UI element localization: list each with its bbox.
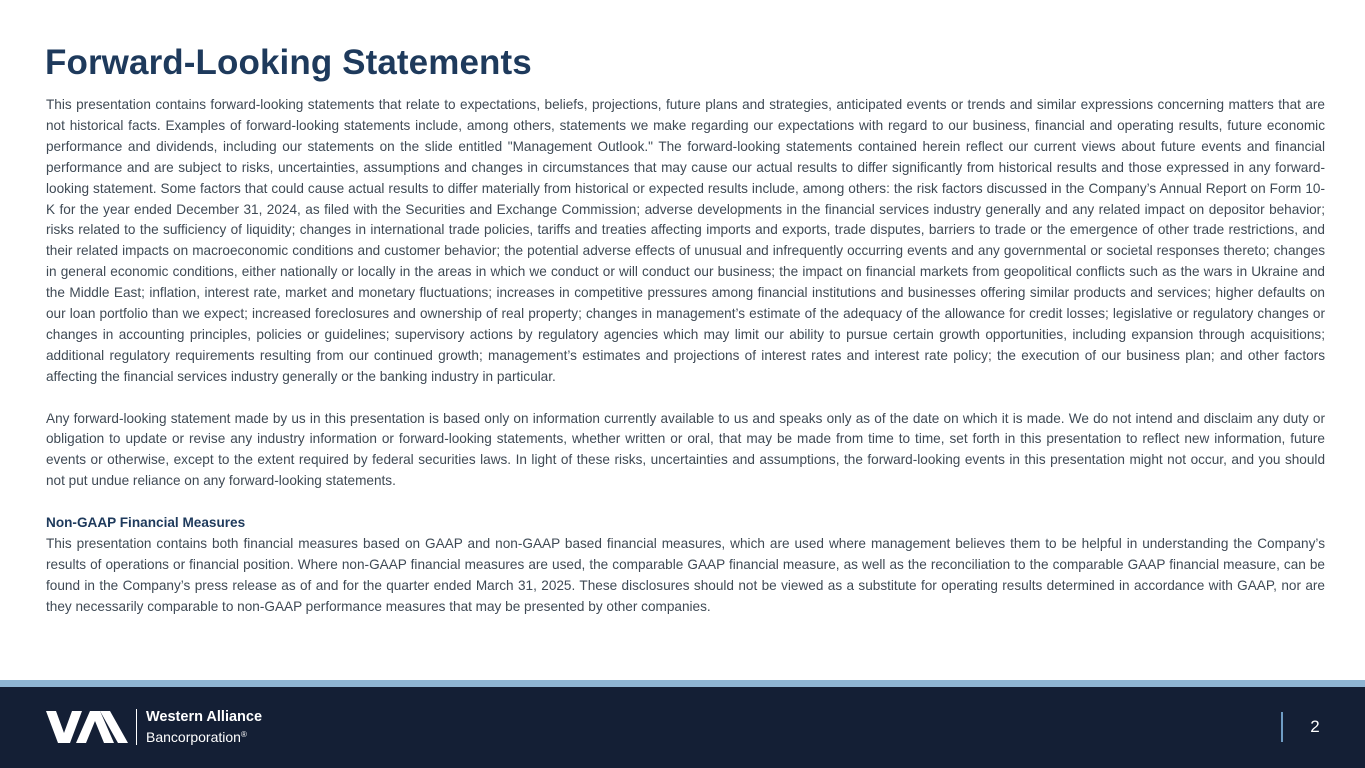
- western-alliance-logo-icon: [46, 711, 128, 743]
- registered-mark: ®: [240, 730, 247, 739]
- non-gaap-paragraph: This presentation contains both financial measures based on GAAP and non-GAAP based financial measures, which are used where management believes them to be helpful in understanding the Company’s results of operations or financial position. Where non-GAAP financial measures are used, the comparable GAAP financial measure, as well as the reconciliation to the comparable GAAP financial measure, can be found in the Company’s press release as of and for the quarter ended March 31, 2025. These disclosures should not be viewed as a substitute for operating results determined in accordance with GAAP, nor are they necessarily comparable to non-GAAP performance measures that may be presented by other companies.: [46, 536, 1325, 614]
- reliance-paragraph: Any forward-looking statement made by us in this presentation is based only on information currently available to us and speaks only as of the date on which it is made. We do not intend and disclaim any duty or obligation to update or revise any industry information or forward-looking statements, whether written or oral, that may be made from time to time, set forth in this presentation to reflect new information, future events or otherwise, except to the extent required by federal securities laws. In light of these risks, uncertainties and assumptions, the forward-looking events in this presentation might not occur, and you should not put undue reliance on any forward-looking statements.: [46, 410, 1325, 489]
- brand-name: Western Alliance: [146, 709, 263, 725]
- slide-title: Forward-Looking Statements: [45, 43, 532, 82]
- brand-subtitle: [146, 726, 247, 746]
- forward-looking-paragraph: This presentation contains forward-looking statements that relate to expectations, beliefs, projections, future plans and strategies, anticipated events or trends and similar expressions concerning matters that are not historical facts. Examples of forward-looking statements include, among others, statements we make regarding our expectations with regard to our business, financial and operating results, future economic performance and dividends, including our statements on the slide entitled "Management Outlook." The forward-looking statements contained herein reflect our current views about future events and financial performance and are subject to risks, uncertainties, assumptions and changes in circumstances that may cause our actual results to differ significantly from historical results and those expressed in any forward-looking statement. Some factors that could cause actual results to differ materially from historical or expected results include, among others: the risk factors discussed in the Company’s Annual Report on Form 10-K for the year ended December 31, 2024, as filed with the Securities and Exchange Commission; adverse developments in the financial services industry generally and any related impact on depositor behavior; risks related to the sufficiency of liquidity; changes in international trade policies, tariffs and treaties affecting imports and exports, trade disputes, barriers to trade or the emergence of other trade restrictions, and their related impacts on macroeconomic conditions and customer behavior; the potential adverse effects of unusual and infrequently occurring events and any governmental or societal responses thereto; changes in general economic conditions, either nationally or locally in the areas in which we conduct or will conduct our business; the impact on financial markets from geopolitical conflicts such as the wars in Ukraine and the Middle East; inflation, interest rate, market and monetary fluctuations; increases in competitive pressures among financial institutions and businesses offering similar products and services; higher defaults on our loan portfolio than we expect; increased foreclosures and ownership of real property; changes in management’s estimate of the adequacy of the allowance for credit losses; legislative or regulatory changes or changes in accounting principles, policies or guidelines; supervisory actions by regulatory agencies which may limit our ability to pursue certain growth opportunities, including expansion through acquisitions; additional regulatory requirements resulting from our continued growth; management’s estimates and projections of interest rates and interest rate policy; the execution of our business plan; and other factors affecting the financial services industry generally or the banking industry in particular.: [46, 97, 1325, 384]
- page-number: 2: [1310, 717, 1320, 736]
- paragraph-spacer: [46, 388, 1325, 409]
- logo-divider: [136, 709, 137, 745]
- paragraph-spacer: [46, 492, 1325, 513]
- footer-accent-stripe: [0, 680, 1365, 687]
- slide-body: [46, 95, 1325, 618]
- footer-bar: [0, 687, 1365, 768]
- non-gaap-heading: Non-GAAP Financial Measures: [46, 515, 246, 531]
- page-number-divider: [1281, 712, 1283, 742]
- brand-sub-text: Bancorporation: [146, 729, 241, 745]
